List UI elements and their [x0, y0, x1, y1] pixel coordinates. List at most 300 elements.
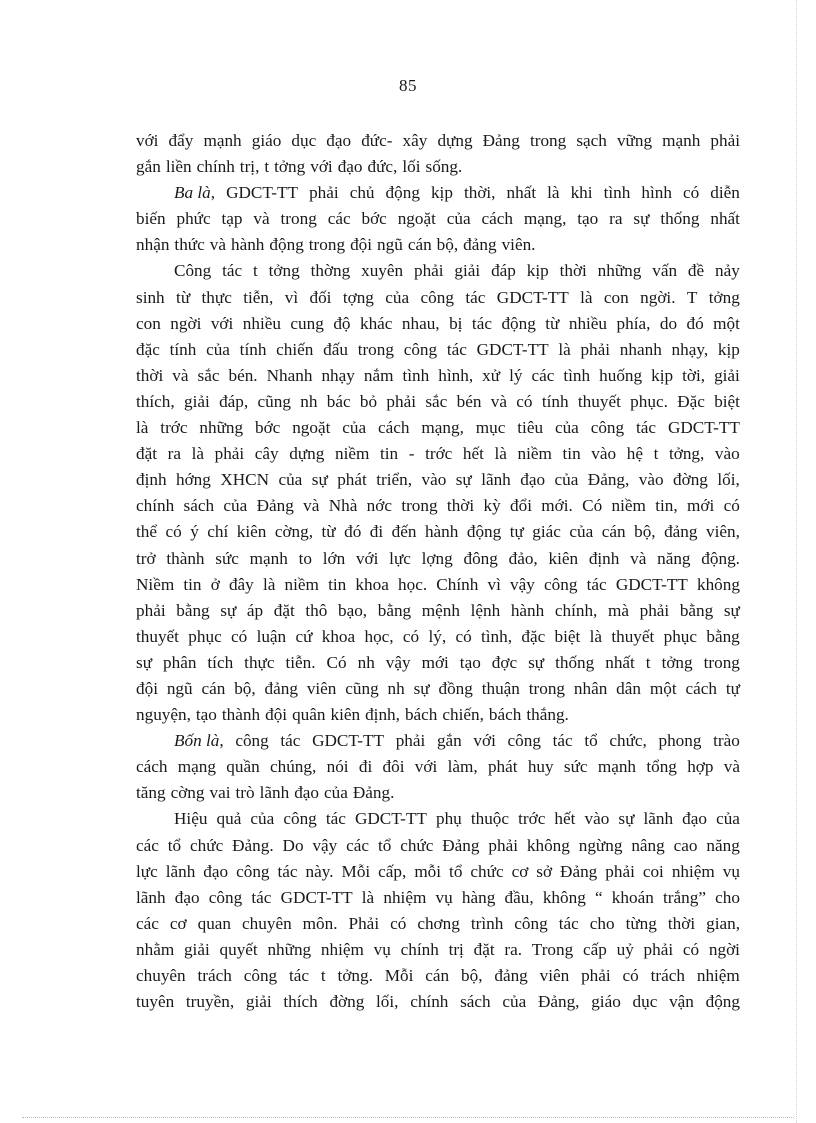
- word: mạng,: [523, 209, 567, 229]
- word: vấn: [652, 261, 678, 281]
- word: cho: [715, 887, 740, 907]
- word: phải: [309, 183, 339, 203]
- word: lực: [389, 548, 411, 568]
- word: cấp: [582, 939, 607, 959]
- word: mà: [607, 600, 629, 620]
- word: hết: [462, 444, 484, 464]
- word: động: [705, 992, 740, 1012]
- word: đảng: [664, 522, 698, 542]
- word: đặc: [521, 626, 546, 646]
- word: đó: [686, 313, 704, 333]
- word: đấu: [323, 339, 348, 359]
- word: tính: [541, 391, 569, 411]
- text-line: [136, 337, 740, 363]
- word: vụ: [435, 887, 453, 907]
- word: là: [589, 626, 603, 646]
- word: trong: [703, 652, 740, 672]
- word: với: [310, 157, 333, 177]
- word: lợng: [421, 548, 453, 568]
- word: đảng: [264, 678, 298, 698]
- text-line: [136, 415, 740, 441]
- word: to: [298, 548, 312, 568]
- word: chuyên: [242, 913, 292, 933]
- word: đẩy: [168, 131, 194, 150]
- word: thời: [667, 913, 696, 933]
- word: mệnh: [421, 600, 460, 620]
- text-line: [136, 258, 740, 284]
- text-line: [136, 128, 740, 154]
- word: tác: [280, 731, 301, 751]
- word: độ: [333, 313, 351, 333]
- word: tổ: [377, 835, 392, 855]
- word: từ: [176, 287, 191, 307]
- word: “: [594, 887, 603, 907]
- word: GDCT-TT: [312, 731, 385, 751]
- text-line: [136, 911, 740, 937]
- word: kịp: [651, 365, 674, 385]
- word: bằng: [176, 600, 210, 620]
- word: và: [172, 365, 189, 385]
- word: ra: [167, 444, 181, 464]
- word: đặt: [136, 444, 157, 464]
- word: tởng.: [337, 966, 373, 985]
- text-line: [136, 754, 740, 780]
- word: trong: [280, 209, 317, 229]
- word: tính: [239, 339, 267, 359]
- word: xử: [482, 365, 501, 385]
- word: lực: [136, 861, 158, 881]
- word: bén: [456, 391, 482, 411]
- word: mạnh: [597, 757, 637, 777]
- word: Chính: [436, 574, 479, 594]
- word: quyết: [219, 939, 258, 959]
- word: dục: [291, 131, 317, 150]
- word: năng: [657, 548, 691, 568]
- word: tác: [446, 339, 467, 359]
- word: từ: [321, 522, 336, 542]
- word: mục: [475, 418, 506, 438]
- word: có: [622, 966, 639, 985]
- word: bạo,: [337, 600, 368, 620]
- word: hành: [424, 522, 459, 542]
- word: đờng: [673, 470, 708, 490]
- word: mạnh: [203, 131, 242, 150]
- word: kiên: [548, 548, 579, 568]
- word: công: [544, 574, 578, 594]
- word: vào: [591, 444, 617, 464]
- word: giải: [183, 391, 210, 411]
- word: thời,: [463, 183, 496, 203]
- word: ngời: [170, 313, 202, 333]
- word: trong: [357, 339, 394, 359]
- word: sách: [460, 992, 491, 1012]
- word: chúng,: [269, 757, 317, 777]
- lead-phrase-italic: Ba là: [174, 183, 211, 203]
- word: quần: [226, 757, 260, 777]
- word: viên: [306, 678, 337, 698]
- word: sắc: [425, 391, 448, 411]
- word: phải: [710, 131, 740, 150]
- word: công: [514, 913, 548, 933]
- word: vận: [669, 992, 694, 1012]
- word: chiến: [276, 339, 314, 359]
- word: nhạy: [321, 365, 355, 385]
- word: có: [682, 939, 700, 959]
- lead-phrase: Bốn là,: [174, 731, 224, 751]
- word: và: [303, 496, 320, 516]
- word: Đảng: [442, 835, 480, 855]
- word: quan: [197, 913, 232, 933]
- word: sống.: [425, 157, 463, 177]
- word: hết: [554, 809, 576, 829]
- word: nhận: [136, 235, 170, 255]
- word: nảy: [715, 261, 740, 281]
- word: tích: [207, 652, 234, 672]
- word: biệt: [554, 626, 581, 646]
- word: GDCT-TT: [354, 809, 427, 829]
- text-line: [136, 728, 740, 754]
- word: mới: [421, 652, 449, 672]
- word: đôi: [382, 757, 405, 777]
- word: huy: [527, 757, 554, 777]
- word: bằng: [679, 600, 714, 620]
- page-edge-bottom: [22, 1117, 794, 1118]
- word: trong: [528, 678, 566, 698]
- word: đạo: [337, 157, 363, 177]
- word: nhau,: [401, 313, 440, 333]
- word: bằng: [377, 600, 412, 620]
- word: là: [361, 887, 375, 907]
- word: môn.: [302, 913, 338, 933]
- word: tác: [289, 966, 310, 985]
- word: và: [490, 391, 507, 411]
- text-line: [136, 859, 740, 885]
- word: của: [554, 418, 579, 438]
- word: dựng: [437, 131, 473, 150]
- word: Đảng,: [587, 470, 630, 490]
- word: chí: [207, 522, 229, 542]
- word: tiễn,: [243, 287, 274, 307]
- word: là: [558, 339, 571, 359]
- word: cũng: [345, 678, 379, 698]
- text-line: [136, 154, 740, 180]
- word: khoa: [321, 626, 356, 646]
- word: huống: [599, 365, 643, 385]
- word: sinh: [136, 287, 165, 307]
- word: đội: [136, 678, 158, 698]
- word: giải: [245, 992, 272, 1012]
- word: bị: [449, 313, 463, 333]
- word: thích,: [136, 391, 175, 411]
- word: chuyên: [136, 966, 186, 985]
- word: tởng: [661, 652, 693, 672]
- word: cờng: [170, 783, 205, 803]
- word: tời,: [682, 365, 706, 385]
- word: bằng: [706, 626, 740, 646]
- word: hớng: [176, 470, 211, 490]
- word: lớn: [322, 548, 346, 568]
- word: chính: [410, 992, 449, 1012]
- word: của: [385, 287, 410, 307]
- word: t: [645, 652, 651, 672]
- word: của: [250, 809, 275, 829]
- word: chủ: [349, 183, 375, 203]
- word: với: [414, 757, 438, 777]
- word: luận: [256, 626, 287, 646]
- word: đức,: [367, 157, 398, 177]
- word: diễn: [710, 183, 740, 203]
- word: thời: [559, 261, 587, 281]
- word: tác: [465, 287, 486, 307]
- word: cách: [685, 678, 717, 698]
- word: sự: [528, 652, 545, 672]
- text-line: [136, 285, 740, 311]
- word: thời: [136, 365, 164, 385]
- word: ý: [190, 522, 199, 542]
- text-line: [136, 598, 740, 624]
- word: cách: [136, 757, 168, 777]
- word: kịp: [717, 339, 740, 359]
- word: đạo: [682, 809, 707, 829]
- word: từng: [625, 913, 657, 933]
- word: trong: [529, 131, 567, 150]
- word: động: [385, 183, 420, 203]
- word: sự: [413, 678, 430, 698]
- word: và: [253, 209, 270, 229]
- word: GDCT-TT: [476, 339, 549, 359]
- word: khi: [570, 183, 593, 203]
- word: cho: [589, 913, 615, 933]
- word: cao: [673, 835, 698, 855]
- word: vì: [284, 287, 299, 307]
- word: đó: [344, 522, 362, 542]
- word: đặc: [136, 339, 160, 359]
- word: và: [630, 548, 647, 568]
- word: hình: [641, 183, 672, 203]
- word: cung: [290, 313, 324, 333]
- body-text: [136, 128, 740, 1015]
- word: tổng: [646, 757, 677, 777]
- word: tạo: [459, 652, 481, 672]
- word: lý: [509, 365, 523, 385]
- word: thuận: [481, 678, 520, 698]
- word: thành: [221, 705, 261, 725]
- word: cũng: [257, 391, 291, 411]
- word: phong: [658, 731, 702, 751]
- word: viên: [539, 966, 570, 985]
- word: nhất: [710, 209, 740, 229]
- text-line: [136, 885, 740, 911]
- word: vậy: [385, 652, 411, 672]
- word: thờng: [310, 261, 351, 281]
- word: dục: [632, 992, 658, 1012]
- word: tởng: [268, 261, 300, 281]
- text-line: [136, 546, 740, 572]
- word: t: [264, 157, 270, 177]
- word: ngừng: [578, 835, 623, 855]
- word: thuyết: [611, 626, 655, 646]
- word: ngoặt: [397, 209, 436, 229]
- word: nhằm: [136, 939, 175, 959]
- word: của: [502, 992, 527, 1012]
- word: phát: [337, 470, 367, 490]
- word: là: [580, 287, 593, 307]
- word: các: [136, 835, 159, 855]
- text-line: [136, 937, 740, 963]
- word: đáp,: [219, 391, 249, 411]
- word: hành: [230, 235, 265, 255]
- word: sạch: [576, 131, 607, 150]
- word: quả: [216, 809, 242, 829]
- word: nh: [387, 678, 405, 698]
- word: ngời: [708, 939, 740, 959]
- word: bách: [488, 705, 522, 725]
- text-line: [136, 311, 740, 337]
- word: những: [267, 939, 312, 959]
- word: học,: [364, 626, 394, 646]
- word: ngoặt: [292, 418, 331, 438]
- word: tuyên: [136, 992, 175, 1012]
- word: đạo: [294, 783, 320, 803]
- word: đi: [358, 757, 373, 777]
- word: viên.: [501, 235, 536, 255]
- word: bác: [326, 391, 351, 411]
- word: kịp: [430, 183, 453, 203]
- word: chiến,: [442, 705, 484, 725]
- word: giác: [532, 522, 561, 542]
- word: thuộc: [470, 809, 510, 829]
- word: đông: [463, 548, 498, 568]
- word: đổi: [510, 496, 532, 516]
- word: thống: [660, 209, 700, 229]
- word: của: [554, 470, 579, 490]
- word: đảng: [463, 235, 497, 255]
- word: giải: [454, 261, 481, 281]
- text-line: [136, 389, 740, 415]
- word: từ: [545, 313, 560, 333]
- word: cán: [407, 235, 432, 255]
- word: các: [136, 913, 159, 933]
- word: sở: [536, 861, 553, 881]
- word: kỳ: [483, 496, 501, 516]
- word: niềm: [611, 496, 646, 516]
- word: tiêu: [517, 418, 544, 438]
- word: bộ,: [234, 678, 256, 698]
- word: trị,: [239, 157, 260, 177]
- text-line: [136, 780, 740, 806]
- word: động.: [701, 548, 740, 568]
- word: vụ: [722, 861, 740, 881]
- word: của: [206, 339, 230, 359]
- word: thực: [244, 652, 275, 672]
- word: phục: [663, 626, 698, 646]
- word: GDCT-TT: [280, 887, 353, 907]
- word: phát: [487, 757, 518, 777]
- word: và: [723, 757, 740, 777]
- word: có: [390, 913, 407, 933]
- word: có: [165, 522, 182, 542]
- word: phải: [386, 391, 417, 411]
- word: định: [136, 470, 167, 490]
- word: cán: [201, 678, 226, 698]
- word: vậy: [510, 574, 535, 594]
- word: không: [526, 835, 570, 855]
- word: con: [136, 313, 161, 333]
- word: bách: [404, 705, 438, 725]
- word: mạnh: [249, 548, 288, 568]
- word: đồng: [438, 678, 473, 698]
- word: Đặc: [677, 391, 705, 411]
- word: tin: [379, 444, 399, 464]
- word: GDCT-TT: [667, 418, 740, 438]
- word: tác: [552, 731, 573, 751]
- word: trắng”: [663, 887, 706, 907]
- word: đây: [228, 574, 254, 594]
- word: lối: [402, 157, 421, 177]
- word: đảng: [494, 966, 528, 985]
- word: GDCT-TT: [615, 574, 688, 594]
- word: trớc: [518, 809, 546, 829]
- word: đạo: [174, 887, 200, 907]
- word: Có: [326, 652, 347, 672]
- word: của: [278, 470, 303, 490]
- page-number: 85: [399, 76, 417, 95]
- word: đội: [350, 235, 373, 255]
- word: phải: [136, 600, 166, 620]
- word: bộ,: [634, 522, 656, 542]
- word: khoán: [611, 887, 654, 907]
- word: phải: [214, 444, 245, 464]
- word: lãnh: [643, 809, 674, 829]
- lead-phrase-italic: Bốn là: [174, 731, 220, 751]
- word: bỏ: [359, 391, 378, 411]
- word: tin,: [655, 496, 678, 516]
- word: XHCN: [220, 470, 270, 490]
- word: của: [716, 809, 740, 829]
- word: với: [210, 313, 234, 333]
- word: tự: [509, 522, 524, 542]
- word: tăng: [136, 783, 166, 803]
- word: lãnh: [259, 783, 290, 803]
- word: các: [327, 209, 351, 229]
- word: công: [590, 418, 625, 438]
- word: ngũ: [166, 678, 193, 698]
- word: tổ: [167, 835, 182, 855]
- word: thể: [136, 522, 157, 542]
- word: với: [355, 548, 379, 568]
- word: mỗi: [414, 861, 442, 881]
- word: mới: [687, 496, 715, 516]
- word: tổ: [449, 861, 463, 881]
- word: làm,: [447, 757, 478, 777]
- word: phải: [605, 861, 635, 881]
- text-line: [136, 676, 740, 702]
- word: lý,: [428, 626, 447, 646]
- word: có: [455, 626, 472, 646]
- word: cách: [481, 209, 513, 229]
- word: tin: [562, 444, 581, 464]
- word: hành: [510, 600, 545, 620]
- word: hình,: [438, 365, 474, 385]
- word: nhanh: [619, 339, 662, 359]
- word: vai: [209, 783, 231, 803]
- text-line: [136, 963, 740, 989]
- word: đợc: [491, 652, 518, 672]
- word: giáo: [251, 131, 282, 150]
- text-line: [136, 833, 740, 859]
- word: công: [208, 887, 243, 907]
- word: của: [324, 783, 348, 803]
